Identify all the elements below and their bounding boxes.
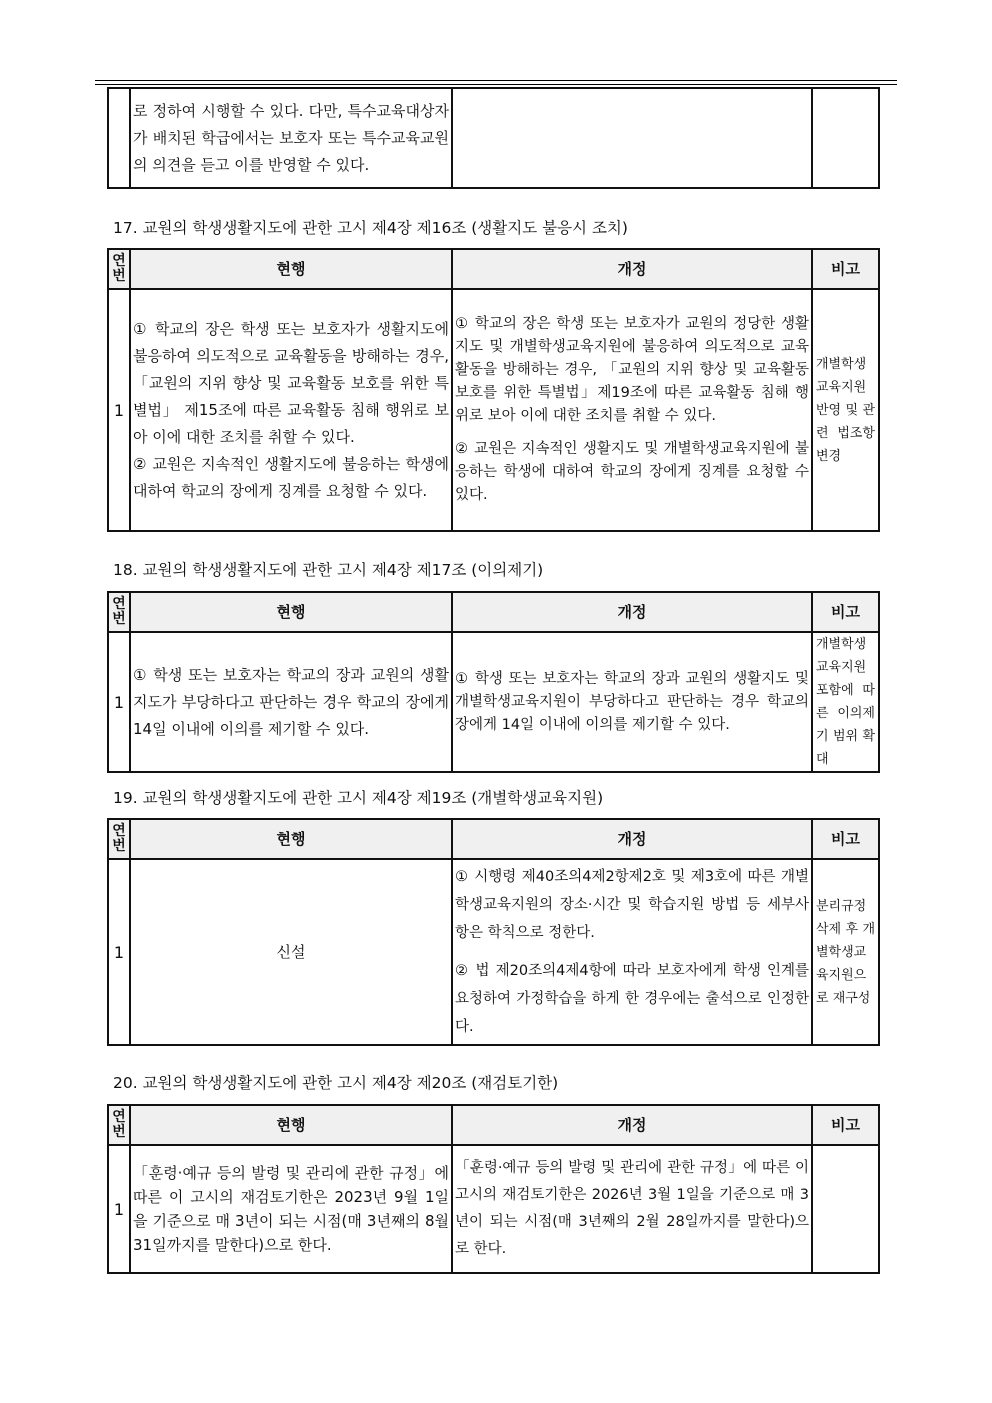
header-note: 비고 [812,592,879,632]
table-row [108,859,879,1045]
section-title: 17. 교원의 학생생활지도에 관한 고시 제4장 제16조 (생활지도 불응시 조치) [113,219,628,237]
top-rule [95,80,897,81]
header-revised: 개정 [452,592,812,632]
current-paragraph: 「훈령·예규 등의 발령 및 관리에 관한 규정」에 따른 이 고시의 재검토기한은 2023년 9월 1일을 기준으로 매 3년이 되는 시점(매 3년째의 8월 31일까지를 말한다)으로 한다. [133,1164,449,1254]
table-header-row [108,1105,879,1145]
current-text-cell [130,859,452,1045]
header-note: 비고 [812,249,879,289]
current-paragraph: ① 학생 또는 보호자는 학교의 장과 교원의 생활지도가 부당하다고 판단하는 경우 학교의 장에게 14일 이내에 이의를 제기할 수 있다. [133,665,449,738]
note-cell [812,88,879,188]
header-number: 연번 [108,1105,130,1145]
current-text-cell [130,289,452,531]
header-revised: 개정 [452,1105,812,1145]
current-text-cell: 로 정하여 시행할 수 있다. 다만, 특수교육대상자가 배치된 학급에서는 보호자 또는 특수교육교원의 의견을 듣고 이를 반영할 수 있다. [130,88,452,188]
revised-text-cell [452,88,812,188]
current-paragraph: 신설 [276,942,306,961]
revised-text-cell [452,632,812,772]
table-header-row [108,249,879,289]
note-cell: 개별학생교육지원 포함에 따른 이의제기 범위 확대 [812,632,879,772]
table-row [108,1145,879,1273]
section-title: 19. 교원의 학생생활지도에 관한 고시 제4장 제19조 (개별학생교육지원) [113,789,604,807]
note-cell: 분리규정 삭제 후 개별학생교육지원으로 재구성 [812,859,879,1045]
header-note: 비고 [812,819,879,859]
current-paragraph: ① 학교의 장은 학생 또는 보호자가 생활지도에 불응하여 의도적으로 교육활동을 방해하는 경우, 「교원의 지위 향상 및 교육활동 보호를 위한 특별법」 제15조에 따른 교육활동 침해 행위로 보아 이에 대한 조치를 취할 수 있다. [133,319,449,446]
header-revised: 개정 [452,819,812,859]
header-number: 연번 [108,819,130,859]
row-number: 1 [108,1145,130,1273]
row-number-cell [108,88,130,188]
table-row [108,632,879,772]
row-number: 1 [108,859,130,1045]
header-current: 현행 [130,249,452,289]
revised-paragraph: 「훈령·예규 등의 발령 및 관리에 관한 규정」에 따른 이 고시의 재검토기한은 2026년 3월 1일을 기준으로 매 3년이 되는 시점(매 3년째의 2월 28일까지를 말한다)으로 한다. [455,1160,809,1257]
comparison-table [107,591,880,773]
current-text-cell [130,1145,452,1273]
note-cell: 개별학생교육지원 반영 및 관련 법조항 변경 [812,289,879,531]
header-note: 비고 [812,1105,879,1145]
revised-paragraph: ① 학교의 장은 학생 또는 보호자가 교원의 정당한 생활지도 및 개별학생교육지원에 불응하여 의도적으로 교육활동을 방해하는 경우, 「교원의 지위 향상 및 교육활동 보호를 위한 특별법」제19조에 따른 교육활동 침해 행위로 보아 이에 대한 조치를 취할 수 있다. [455,316,809,424]
revised-text-cell [452,859,812,1045]
row-number: 1 [108,289,130,531]
revised-paragraph: ② 법 제20조의4제4항에 따라 보호자에게 학생 인계를 요청하여 가정학습을 하게 한 경우에는 출석으로 인정한다. [455,963,809,1035]
header-number: 연번 [108,592,130,632]
table-header-row [108,819,879,859]
row-number: 1 [108,632,130,772]
section-title: 18. 교원의 학생생활지도에 관한 고시 제4장 제17조 (이의제기) [113,561,544,579]
revised-paragraph: ① 시행령 제40조의4제2항제2호 및 제3호에 따른 개별학생교육지원의 장소·시간 및 학습지원 방법 등 세부사항은 학칙으로 정한다. [455,869,809,941]
header-number: 연번 [108,249,130,289]
note-cell [812,1145,879,1273]
header-current: 현행 [130,1105,452,1145]
header-current: 현행 [130,592,452,632]
comparison-table [107,1104,880,1274]
header-revised: 개정 [452,249,812,289]
table-header-row [108,592,879,632]
top-rule-second [95,84,897,85]
continuation-table [107,87,880,189]
revised-text-cell [452,289,812,531]
revised-text-cell [452,1145,812,1273]
current-paragraph: ② 교원은 지속적인 생활지도에 불응하는 학생에 대하여 학교의 장에게 징계를 요청할 수 있다. [133,454,449,500]
revised-paragraph: ② 교원은 지속적인 생활지도 및 개별학생교육지원에 불응하는 학생에 대하여 학교의 장에게 징계를 요청할 수 있다. [455,441,809,503]
comparison-table [107,818,880,1046]
header-current: 현행 [130,819,452,859]
comparison-table [107,248,880,532]
section-title: 20. 교원의 학생생활지도에 관한 고시 제4장 제20조 (재검토기한) [113,1074,559,1092]
table-row [108,88,879,188]
revised-paragraph: ① 학생 또는 보호자는 학교의 장과 교원의 생활지도 및 개별학생교육지원이 부당하다고 판단하는 경우 학교의 장에게 14일 이내에 이의를 제기할 수 있다. [455,670,809,733]
current-text-cell [130,632,452,772]
table-row [108,289,879,531]
